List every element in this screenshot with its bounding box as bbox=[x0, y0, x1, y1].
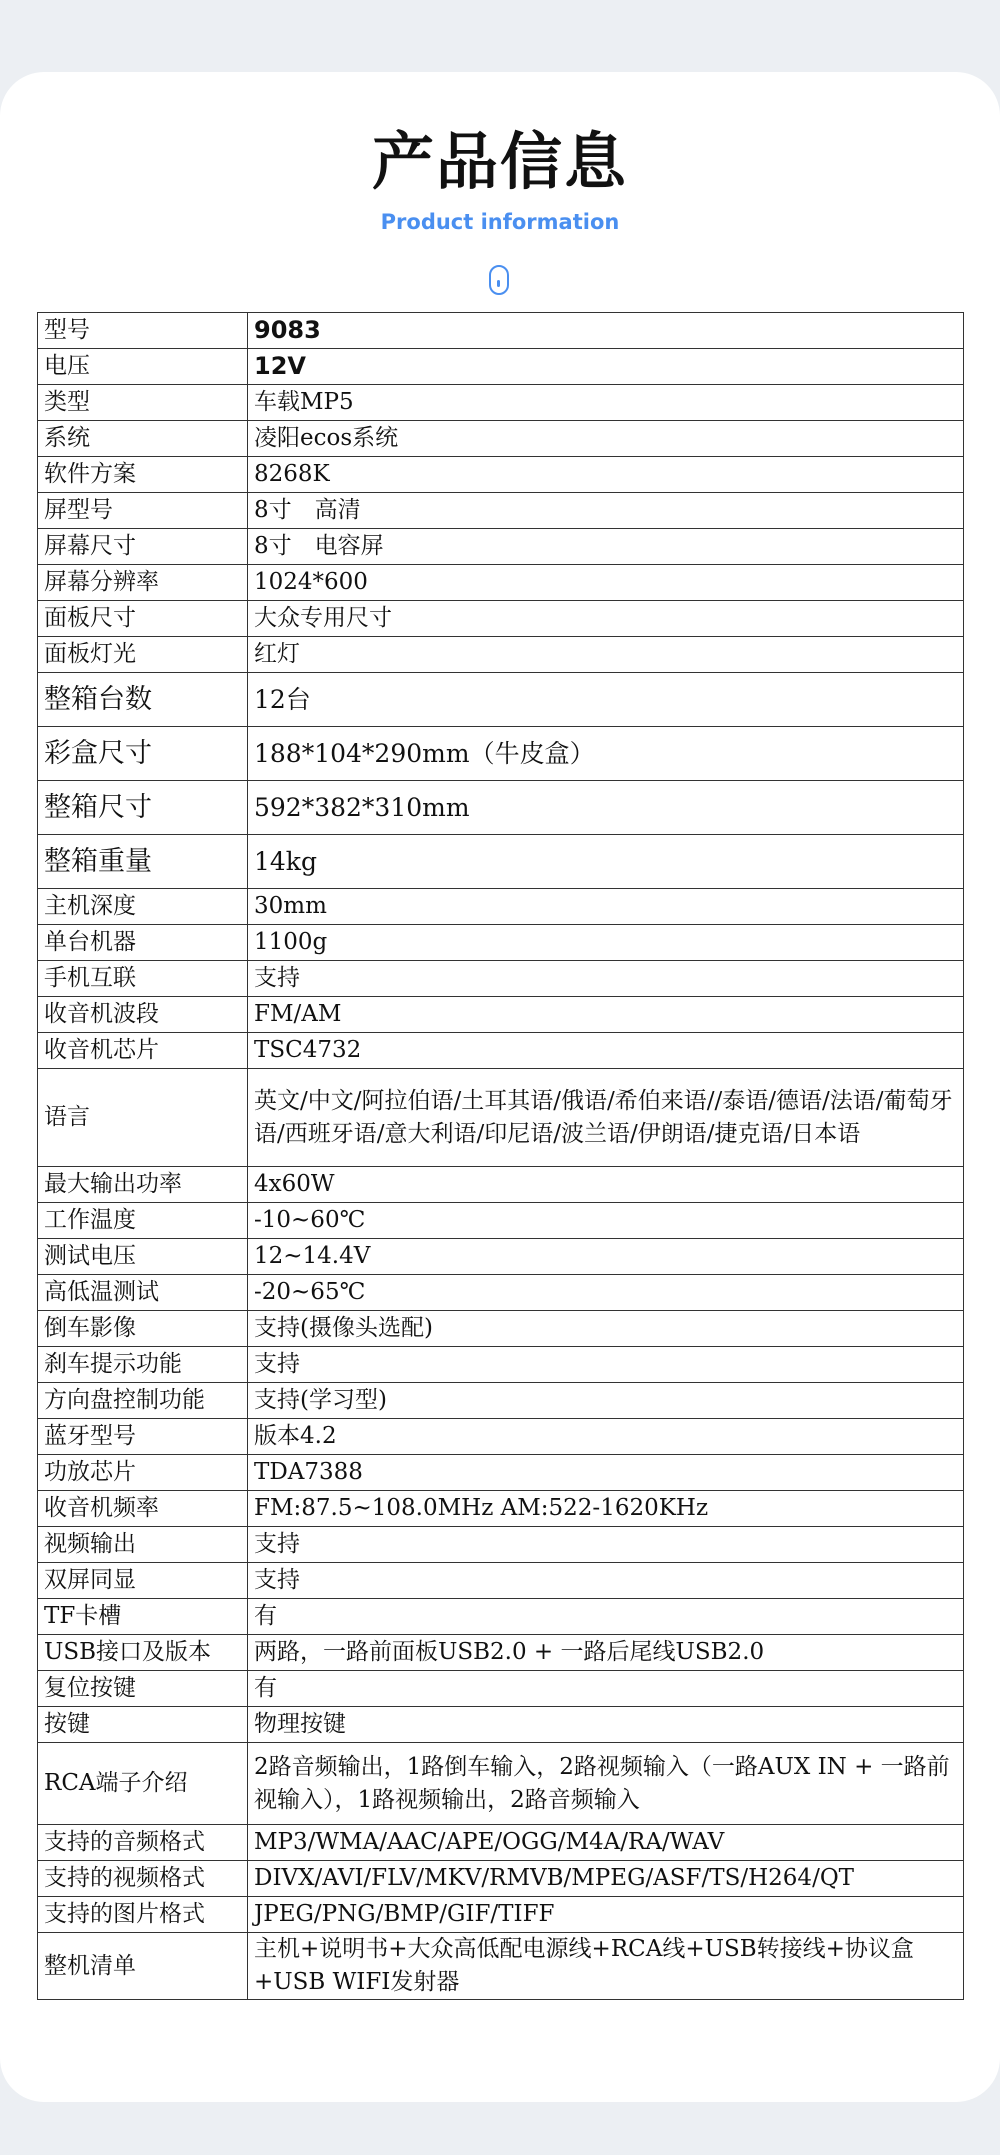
spec-value: 车载MP5 bbox=[248, 385, 964, 421]
spec-value: 14kg bbox=[248, 835, 964, 889]
table-row bbox=[38, 1033, 964, 1069]
table-row bbox=[38, 1069, 964, 1167]
spec-value: 4x60W bbox=[248, 1167, 964, 1203]
spec-value: 有 bbox=[248, 1671, 964, 1707]
table-row bbox=[38, 1563, 964, 1599]
spec-value: 支持(摄像头选配) bbox=[248, 1311, 964, 1347]
spec-value: 8寸 电容屏 bbox=[248, 529, 964, 565]
table-row bbox=[38, 889, 964, 925]
spec-value: 两路，一路前面板USB2.0 + 一路后尾线USB2.0 bbox=[248, 1635, 964, 1671]
spec-label: TF卡槽 bbox=[38, 1599, 248, 1635]
spec-value: DIVX/AVI/FLV/MKV/RMVB/MPEG/ASF/TS/H264/QT bbox=[248, 1861, 964, 1897]
spec-value: 8268K bbox=[248, 457, 964, 493]
spec-label: 单台机器 bbox=[38, 925, 248, 961]
page-title: 产品信息 bbox=[371, 125, 628, 198]
spec-value: 支持 bbox=[248, 1347, 964, 1383]
spec-value: 支持(学习型) bbox=[248, 1383, 964, 1419]
table-row bbox=[38, 1707, 964, 1743]
spec-value: 1100g bbox=[248, 925, 964, 961]
spec-value: TSC4732 bbox=[248, 1033, 964, 1069]
spec-label: 类型 bbox=[38, 385, 248, 421]
table-row bbox=[38, 1635, 964, 1671]
spec-label: USB接口及版本 bbox=[38, 1635, 248, 1671]
spec-table bbox=[37, 312, 964, 2000]
table-row bbox=[38, 673, 964, 727]
table-row bbox=[38, 457, 964, 493]
table-row bbox=[38, 1897, 964, 1933]
spec-label: 视频输出 bbox=[38, 1527, 248, 1563]
spec-value: -20~65℃ bbox=[248, 1275, 964, 1311]
spec-label: 收音机频率 bbox=[38, 1491, 248, 1527]
spec-value: 12台 bbox=[248, 673, 964, 727]
spec-label: 整箱尺寸 bbox=[38, 781, 248, 835]
spec-value: TDA7388 bbox=[248, 1455, 964, 1491]
table-row bbox=[38, 1491, 964, 1527]
spec-value: 30mm bbox=[248, 889, 964, 925]
spec-value: 12V bbox=[248, 349, 964, 385]
spec-value: 支持 bbox=[248, 1527, 964, 1563]
table-row bbox=[38, 925, 964, 961]
table-row bbox=[38, 1347, 964, 1383]
table-row bbox=[38, 1825, 964, 1861]
spec-label: RCA端子介绍 bbox=[38, 1743, 248, 1825]
spec-value: FM/AM bbox=[248, 997, 964, 1033]
spec-value: 支持 bbox=[248, 961, 964, 997]
spec-value: 凌阳ecos系统 bbox=[248, 421, 964, 457]
table-row bbox=[38, 1455, 964, 1491]
spec-label: 支持的视频格式 bbox=[38, 1861, 248, 1897]
spec-label: 蓝牙型号 bbox=[38, 1419, 248, 1455]
page-subtitle: Product information bbox=[380, 210, 620, 234]
spec-value: 188*104*290mm（牛皮盒） bbox=[248, 727, 964, 781]
mouse-scroll-icon bbox=[489, 265, 509, 295]
spec-value: 有 bbox=[248, 1599, 964, 1635]
table-row bbox=[38, 961, 964, 997]
spec-value: 1024*600 bbox=[248, 565, 964, 601]
spec-label: 方向盘控制功能 bbox=[38, 1383, 248, 1419]
spec-value: 12~14.4V bbox=[248, 1239, 964, 1275]
spec-value: MP3/WMA/AAC/APE/OGG/M4A/RA/WAV bbox=[248, 1825, 964, 1861]
table-row bbox=[38, 1671, 964, 1707]
table-row bbox=[38, 1203, 964, 1239]
spec-label: 软件方案 bbox=[38, 457, 248, 493]
spec-label: 复位按键 bbox=[38, 1671, 248, 1707]
table-row bbox=[38, 1239, 964, 1275]
spec-label: 支持的音频格式 bbox=[38, 1825, 248, 1861]
table-row bbox=[38, 529, 964, 565]
table-row bbox=[38, 1933, 964, 2000]
table-row bbox=[38, 1167, 964, 1203]
table-row bbox=[38, 1861, 964, 1897]
spec-value: JPEG/PNG/BMP/GIF/TIFF bbox=[248, 1897, 964, 1933]
spec-value: 英文/中文/阿拉伯语/土耳其语/俄语/希伯来语//泰语/德语/法语/葡萄牙语/西班牙语/意大利语/印尼语/波兰语/伊朗语/捷克语/日本语 bbox=[248, 1069, 964, 1167]
table-row bbox=[38, 1527, 964, 1563]
spec-label: 倒车影像 bbox=[38, 1311, 248, 1347]
spec-value: -10~60℃ bbox=[248, 1203, 964, 1239]
spec-label: 收音机芯片 bbox=[38, 1033, 248, 1069]
spec-label: 屏幕尺寸 bbox=[38, 529, 248, 565]
table-row bbox=[38, 385, 964, 421]
table-row bbox=[38, 349, 964, 385]
spec-label: 面板尺寸 bbox=[38, 601, 248, 637]
table-row bbox=[38, 1275, 964, 1311]
spec-value: 红灯 bbox=[248, 637, 964, 673]
spec-value: FM:87.5~108.0MHz AM:522-1620KHz bbox=[248, 1491, 964, 1527]
spec-label: 测试电压 bbox=[38, 1239, 248, 1275]
table-row bbox=[38, 727, 964, 781]
spec-label: 面板灯光 bbox=[38, 637, 248, 673]
spec-label: 主机深度 bbox=[38, 889, 248, 925]
table-row bbox=[38, 601, 964, 637]
table-row bbox=[38, 1383, 964, 1419]
spec-value: 9083 bbox=[248, 313, 964, 349]
spec-value: 主机+说明书+大众高低配电源线+RCA线+USB转接线+协议盒+USB WIFI发射器 bbox=[248, 1933, 964, 2000]
table-row bbox=[38, 493, 964, 529]
spec-value: 版本4.2 bbox=[248, 1419, 964, 1455]
spec-label: 手机互联 bbox=[38, 961, 248, 997]
spec-value: 物理按键 bbox=[248, 1707, 964, 1743]
spec-value: 592*382*310mm bbox=[248, 781, 964, 835]
table-row bbox=[38, 1743, 964, 1825]
spec-label: 双屏同显 bbox=[38, 1563, 248, 1599]
spec-label: 型号 bbox=[38, 313, 248, 349]
table-row bbox=[38, 1599, 964, 1635]
spec-label: 收音机波段 bbox=[38, 997, 248, 1033]
spec-label: 工作温度 bbox=[38, 1203, 248, 1239]
spec-label: 刹车提示功能 bbox=[38, 1347, 248, 1383]
spec-label: 屏幕分辨率 bbox=[38, 565, 248, 601]
spec-label: 支持的图片格式 bbox=[38, 1897, 248, 1933]
table-row bbox=[38, 1311, 964, 1347]
spec-label: 整机清单 bbox=[38, 1933, 248, 2000]
spec-label: 彩盒尺寸 bbox=[38, 727, 248, 781]
spec-label: 屏型号 bbox=[38, 493, 248, 529]
table-row bbox=[38, 997, 964, 1033]
spec-label: 功放芯片 bbox=[38, 1455, 248, 1491]
spec-value: 支持 bbox=[248, 1563, 964, 1599]
spec-label: 语言 bbox=[38, 1069, 248, 1167]
spec-label: 最大输出功率 bbox=[38, 1167, 248, 1203]
spec-value: 8寸 高清 bbox=[248, 493, 964, 529]
spec-label: 电压 bbox=[38, 349, 248, 385]
spec-label: 高低温测试 bbox=[38, 1275, 248, 1311]
spec-label: 整箱重量 bbox=[38, 835, 248, 889]
spec-value: 2路音频输出，1路倒车输入，2路视频输入（一路AUX IN + 一路前视输入），1路视频输出，2路音频输入 bbox=[248, 1743, 964, 1825]
table-row bbox=[38, 637, 964, 673]
table-row bbox=[38, 835, 964, 889]
spec-label: 按键 bbox=[38, 1707, 248, 1743]
spec-label: 系统 bbox=[38, 421, 248, 457]
table-row bbox=[38, 1419, 964, 1455]
table-row bbox=[38, 313, 964, 349]
table-row bbox=[38, 565, 964, 601]
table-row bbox=[38, 781, 964, 835]
table-row bbox=[38, 421, 964, 457]
spec-label: 整箱台数 bbox=[38, 673, 248, 727]
spec-value: 大众专用尺寸 bbox=[248, 601, 964, 637]
